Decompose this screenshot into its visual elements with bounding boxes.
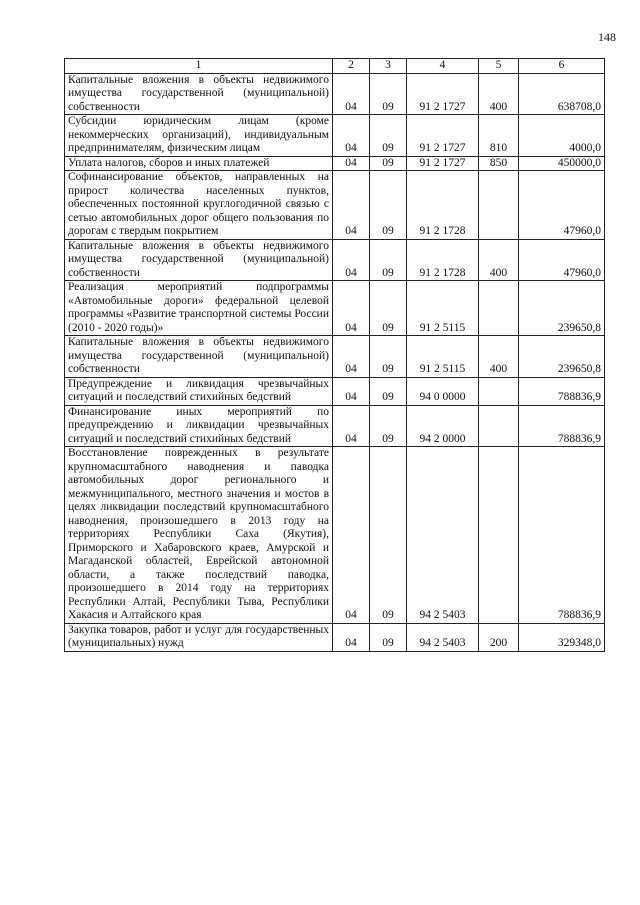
row-amount: 239650,8 <box>519 281 605 336</box>
header-col-5: 5 <box>479 59 519 74</box>
row-section: 04 <box>333 377 370 405</box>
header-col-2: 2 <box>333 59 370 74</box>
row-section: 04 <box>333 156 370 171</box>
row-name: Реализация мероприятий подпрограммы «Автомобильные дороги» федеральной целевой программы «Развитие транспортной системы России (2010 - 2020 годы)» <box>65 281 333 336</box>
table-row <box>65 377 605 405</box>
row-target-item: 91 2 1727 <box>407 156 479 171</box>
row-section: 04 <box>333 447 370 624</box>
row-name: Уплата налогов, сборов и иных платежей <box>65 156 333 171</box>
row-section: 04 <box>333 73 370 115</box>
row-subsection: 09 <box>370 377 407 405</box>
table-row <box>65 281 605 336</box>
row-target-item: 94 2 5403 <box>407 447 479 624</box>
table-row <box>65 115 605 157</box>
row-subsection: 09 <box>370 336 407 378</box>
row-name: Капитальные вложения в объекты недвижимого имущества государственной (муниципальной) собственности <box>65 73 333 115</box>
row-name: Восстановление поврежденных в результате крупномасштабного наводнения и паводка автомобильных дорог регионального и межмуниципального, местного значения и мостов в целях ликвидации последствий крупномасштабного наводнения, произошедшего в 2013 году на территориях Республики Саха (Якутия), Приморского и Хабаровского краев, Амурской и Магаданской областей, Еврейской автономной области, а также последствий паводка, произошедшего в 2014 году на территориях Республики Алтай, Республики Тыва, Республики Хакасия и Алтайского края <box>65 447 333 624</box>
row-target-item: 91 2 1728 <box>407 171 479 240</box>
row-section: 04 <box>333 281 370 336</box>
row-section: 04 <box>333 623 370 651</box>
header-col-1: 1 <box>65 59 333 74</box>
row-expense-type: 810 <box>479 115 519 157</box>
row-amount: 4000,0 <box>519 115 605 157</box>
row-expense-type <box>479 377 519 405</box>
row-name: Субсидии юридическим лицам (кроме некоммерческих организаций), индивидуальным предпринимателям, физическим лицам <box>65 115 333 157</box>
row-target-item: 91 2 1728 <box>407 239 479 281</box>
row-name: Финансирование иных мероприятий по предупреждению и ликвидации чрезвычайных ситуаций и последствий стихийных бедствий <box>65 405 333 447</box>
row-amount: 788836,9 <box>519 405 605 447</box>
row-expense-type <box>479 171 519 240</box>
row-target-item: 91 2 1727 <box>407 115 479 157</box>
table-row <box>65 171 605 240</box>
row-expense-type <box>479 405 519 447</box>
row-section: 04 <box>333 171 370 240</box>
row-amount: 788836,9 <box>519 447 605 624</box>
row-subsection: 09 <box>370 623 407 651</box>
row-amount: 47960,0 <box>519 239 605 281</box>
row-subsection: 09 <box>370 405 407 447</box>
row-section: 04 <box>333 336 370 378</box>
table-row <box>65 405 605 447</box>
row-amount: 638708,0 <box>519 73 605 115</box>
row-subsection: 09 <box>370 73 407 115</box>
row-amount: 47960,0 <box>519 171 605 240</box>
table-row <box>65 156 605 171</box>
row-expense-type <box>479 281 519 336</box>
row-subsection: 09 <box>370 171 407 240</box>
header-row <box>65 59 605 74</box>
row-amount: 329348,0 <box>519 623 605 651</box>
row-expense-type: 200 <box>479 623 519 651</box>
row-expense-type <box>479 447 519 624</box>
table-row <box>65 73 605 115</box>
header-col-6: 6 <box>519 59 605 74</box>
row-target-item: 91 2 5115 <box>407 336 479 378</box>
page-number: 148 <box>598 30 616 44</box>
row-subsection: 09 <box>370 281 407 336</box>
row-expense-type: 400 <box>479 239 519 281</box>
header-col-3: 3 <box>370 59 407 74</box>
row-target-item: 94 0 0000 <box>407 377 479 405</box>
row-target-item: 91 2 1727 <box>407 73 479 115</box>
header-col-4: 4 <box>407 59 479 74</box>
row-name: Закупка товаров, работ и услуг для государственных (муниципальных) нужд <box>65 623 333 651</box>
row-section: 04 <box>333 115 370 157</box>
row-target-item: 94 2 0000 <box>407 405 479 447</box>
row-amount: 239650,8 <box>519 336 605 378</box>
row-name: Предупреждение и ликвидация чрезвычайных ситуаций и последствий стихийных бедствий <box>65 377 333 405</box>
row-amount: 788836,9 <box>519 377 605 405</box>
row-expense-type: 850 <box>479 156 519 171</box>
row-name: Капитальные вложения в объекты недвижимого имущества государственной (муниципальной) собственности <box>65 239 333 281</box>
table-row <box>65 239 605 281</box>
row-expense-type: 400 <box>479 73 519 115</box>
row-subsection: 09 <box>370 239 407 281</box>
row-subsection: 09 <box>370 156 407 171</box>
table-row <box>65 623 605 651</box>
row-name: Капитальные вложения в объекты недвижимого имущества государственной (муниципальной) собственности <box>65 336 333 378</box>
table-row <box>65 447 605 624</box>
budget-table <box>64 58 605 652</box>
row-target-item: 91 2 5115 <box>407 281 479 336</box>
row-amount: 450000,0 <box>519 156 605 171</box>
row-section: 04 <box>333 405 370 447</box>
row-target-item: 94 2 5403 <box>407 623 479 651</box>
table-row <box>65 336 605 378</box>
row-name: Софинансирование объектов, направленных на прирост количества населенных пунктов, обеспеченных постоянной круглогодичной связью с сетью автомобильных дорог общего пользования по дорогам с твердым покрытием <box>65 171 333 240</box>
row-section: 04 <box>333 239 370 281</box>
row-subsection: 09 <box>370 447 407 624</box>
row-subsection: 09 <box>370 115 407 157</box>
row-expense-type: 400 <box>479 336 519 378</box>
